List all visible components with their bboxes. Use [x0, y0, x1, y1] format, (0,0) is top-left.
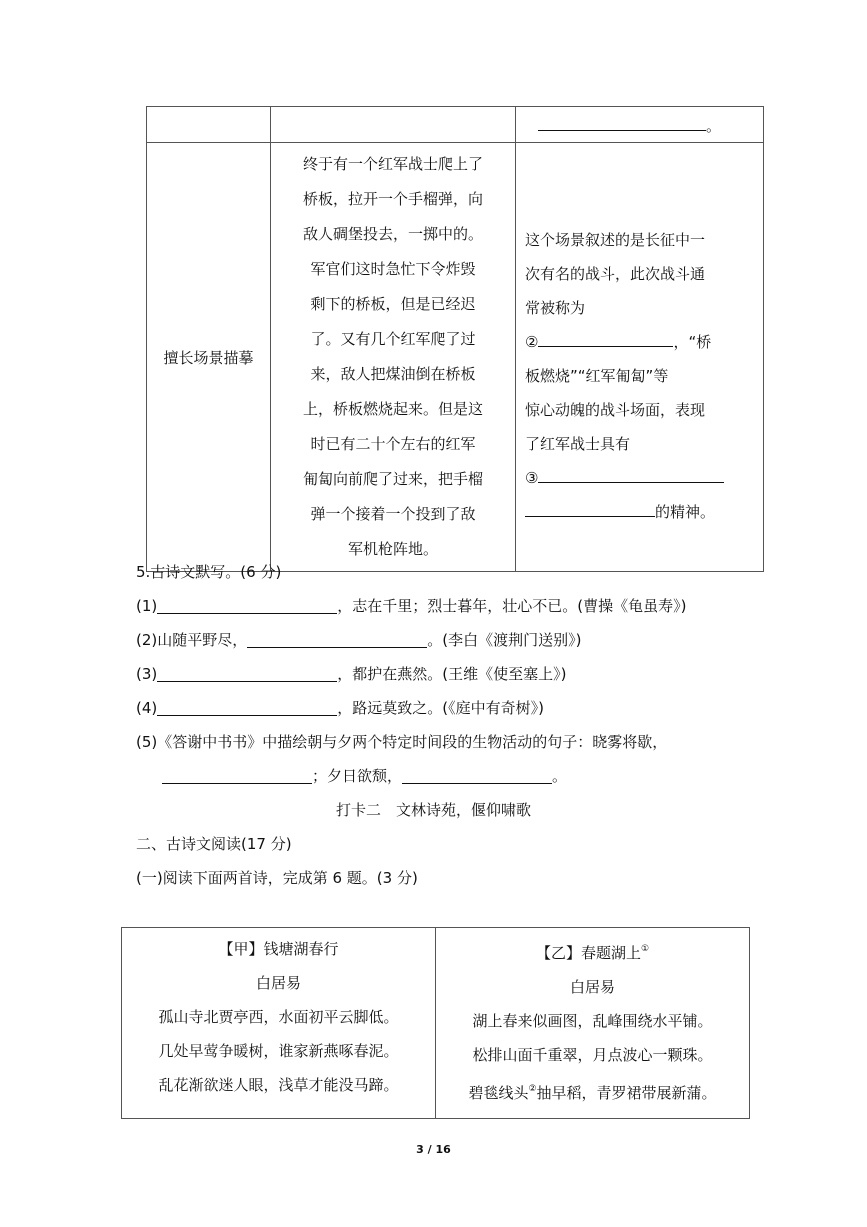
section-title: 打卡二 文林诗苑，偃仰啸歌: [335, 801, 531, 819]
excerpt-line: 匍匐向前爬了过来，把手榴: [302, 470, 483, 488]
poem-line: 孤山寺北贾亭西，水面初平云脚低。: [158, 1008, 399, 1026]
question-line: 的精神。: [525, 495, 754, 529]
question-line: ② ，“桥: [525, 333, 712, 351]
poem-line: 乱花渐欲迷人眼，浅草才能没马蹄。: [158, 1076, 399, 1094]
answer-blank-2[interactable]: [538, 345, 673, 347]
excerpt-line: 了。又有几个红军爬了过: [310, 330, 476, 348]
answer-blank-3a[interactable]: [538, 481, 724, 483]
excerpt-line: 剩下的桥板，但是已经迟: [310, 295, 476, 313]
excerpt-line: 来，敌人把煤油倒在桥板: [310, 365, 476, 383]
answer-blank[interactable]: [247, 632, 427, 648]
excerpt-line: 桥板，拉开一个手榴弹，向: [302, 190, 483, 208]
excerpt-line: 军官们这时急忙下令炸毁: [310, 260, 476, 278]
poem-b: [436, 928, 750, 1119]
question-line: 次有名的战斗，此次战斗通: [525, 265, 706, 283]
answer-blank-3b[interactable]: [525, 515, 655, 517]
footnote-marker: ②: [528, 1084, 537, 1094]
blank-marker-3: ③: [525, 469, 539, 487]
question-line: 惊心动魄的战斗场面，表现: [525, 401, 706, 419]
answer-blank[interactable]: [162, 768, 312, 784]
answer-blank[interactable]: [157, 700, 337, 716]
question-line: 这个场景叙述的是长征中一: [525, 231, 706, 249]
q5-item-1: (1) ，志在千里；烈士暮年，壮心不已。(曹操《龟虽寿》): [136, 597, 687, 615]
q5-item-5-cont: ；夕日欲颓， 。: [162, 765, 567, 787]
answer-blank[interactable]: [157, 666, 337, 682]
poem-author: 白居易: [569, 978, 615, 996]
poem-title: 【甲】钱塘湖春行: [218, 940, 339, 958]
question-line: 板燃烧”“红军匍匐”等: [525, 367, 669, 385]
footnote-marker: ①: [640, 944, 650, 954]
answer-blank[interactable]: [157, 598, 337, 614]
excerpt-line: 终于有一个红军战士爬上了: [302, 155, 483, 173]
part2-heading: 二、古诗文阅读(17 分): [136, 835, 292, 853]
question-line: [525, 461, 754, 495]
q5-heading: 5.古诗文默写。(6 分): [136, 563, 282, 581]
excerpt-line: 军机枪阵地。: [347, 540, 438, 558]
fill-in-table: [146, 106, 764, 572]
table-row-label: [147, 143, 271, 572]
poem-line: 松排山面千重翠，月点波心一颗珠。: [472, 1046, 713, 1064]
poem-line: 碧毯线头②抽早稻，青罗裙带展新蒲。: [468, 1084, 717, 1102]
table-cell-empty: [147, 107, 271, 143]
table-excerpt: [271, 143, 516, 572]
row-label: 擅长场景描摹: [163, 348, 254, 367]
poems-table: [121, 927, 750, 1119]
answer-blank[interactable]: [402, 768, 552, 784]
excerpt-line: 弹一个接着一个投到了敌: [310, 505, 476, 523]
poem-line: 几处早莺争暖树，谁家新燕啄春泥。: [158, 1042, 399, 1060]
sub1-heading: (一)阅读下面两首诗，完成第 6 题。(3 分): [136, 869, 418, 887]
excerpt-line: 时已有二十个左右的红军: [310, 435, 476, 453]
question-line: 了红军战士具有: [525, 435, 631, 453]
q5-item-5: (5)《答谢中书书》中描绘朝与夕两个特定时间段的生物活动的句子：晓雾将歇，: [136, 733, 668, 751]
poem-line: 湖上春来似画图，乱峰围绕水平铺。: [472, 1012, 713, 1030]
blank-marker-2: ②: [525, 333, 539, 351]
excerpt-line: 上，桥板燃烧起来。但是这: [302, 400, 483, 418]
q5-item-4: (4) ，路远莫致之。(《庭中有奇树》): [136, 699, 544, 717]
table-question: [516, 143, 764, 572]
table-cell-answer: 。: [516, 107, 764, 143]
question-line: 常被称为: [525, 299, 586, 317]
poem-title: 【乙】春题湖上①: [535, 944, 650, 962]
poem-author: 白居易: [255, 974, 301, 992]
q5-item-2: (2)山随平野尽， 。(李白《渡荆门送别》): [136, 631, 582, 649]
answer-blank[interactable]: [538, 129, 706, 131]
poem-a: [122, 928, 436, 1119]
q5-item-3: (3) ，都护在燕然。(王维《使至塞上》): [136, 665, 567, 683]
excerpt-line: 敌人碉堡投去，一掷中的。: [302, 225, 483, 243]
page-number: 3 / 16: [416, 1143, 451, 1156]
table-cell-empty: [271, 107, 516, 143]
